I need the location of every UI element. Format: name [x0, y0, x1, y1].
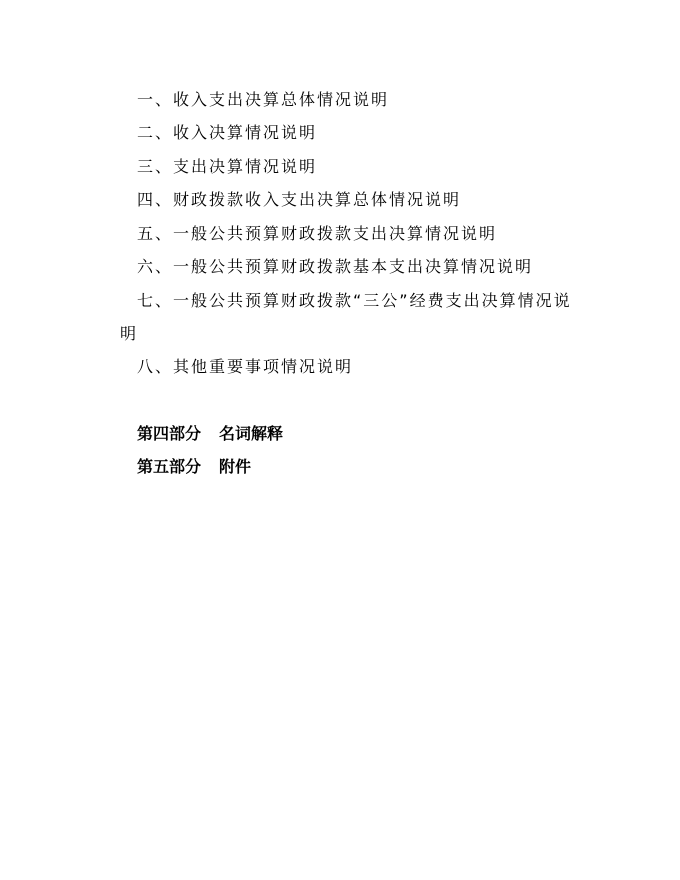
- toc-item-8: 八、其他重要事项情况说明: [137, 357, 354, 376]
- toc-item-7-line-2: 明: [120, 324, 139, 343]
- toc-item-7-line-1: 七、一般公共预算财政拨款“三公”经费支出决算情况说: [137, 291, 572, 310]
- toc-item-5: 五、一般公共预算财政拨款支出决算情况说明: [137, 224, 498, 243]
- toc-item-4: 四、财政拨款收入支出决算总体情况说明: [137, 190, 462, 209]
- part-four-title: 名词解释: [219, 424, 284, 443]
- part-five-label: 第五部分: [137, 457, 202, 476]
- part-four-label: 第四部分: [137, 424, 202, 443]
- toc-item-7: [120, 284, 587, 350]
- toc-item-1: 一、收入支出决算总体情况说明: [137, 90, 390, 109]
- part-five-heading: [137, 457, 251, 477]
- toc-item-3: 三、支出决算情况说明: [137, 157, 318, 176]
- part-four-heading: [137, 424, 283, 444]
- toc-item-2: 二、收入决算情况说明: [137, 123, 318, 142]
- part-five-title: 附件: [219, 457, 252, 476]
- toc-item-6: 六、一般公共预算财政拨款基本支出决算情况说明: [137, 257, 534, 276]
